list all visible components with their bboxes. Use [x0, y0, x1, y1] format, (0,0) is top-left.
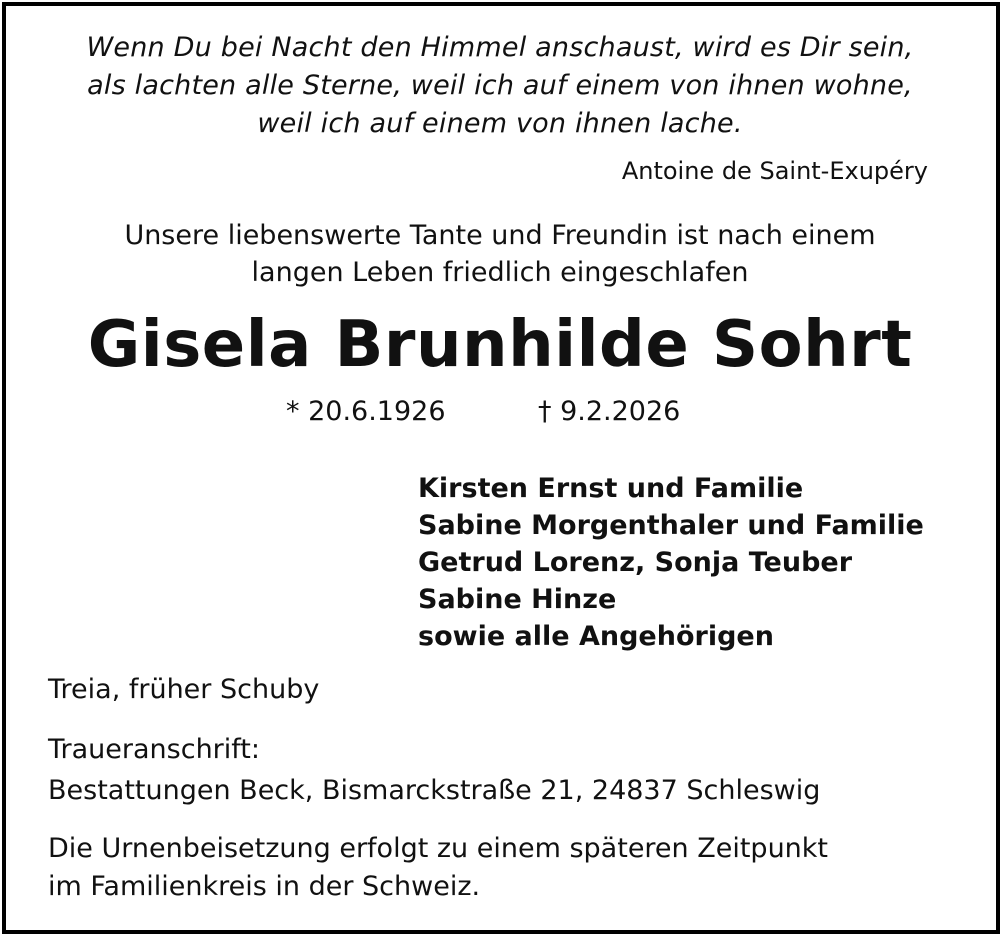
address-value: Bestattungen Beck, Bismarckstraße 21, 24837 Schleswig	[48, 775, 821, 806]
mourner: sowie alle Angehörigen	[418, 621, 774, 652]
death-date: † 9.2.2026	[538, 396, 681, 427]
mourner: Kirsten Ernst und Familie	[418, 473, 804, 504]
note-line: Die Urnenbeisetzung erfolgt zu einem späteren Zeitpunkt	[48, 833, 829, 864]
mourner: Sabine Hinze	[418, 584, 617, 615]
intro-line: langen Leben friedlich eingeschlafen	[251, 257, 749, 288]
place: Treia, früher Schuby	[48, 674, 320, 705]
birth-date: * 20.6.1926	[286, 396, 446, 427]
mourner: Getrud Lorenz, Sonja Teuber	[418, 547, 853, 578]
address-label: Traueranschrift:	[48, 734, 260, 765]
quote-line: weil ich auf einem von ihnen lache.	[257, 108, 743, 139]
quote-line: Wenn Du bei Nacht den Himmel anschaust, wird es Dir sein,	[86, 32, 914, 63]
quote-line: als lachten alle Sterne, weil ich auf einem von ihnen wohne,	[87, 70, 913, 101]
note-line: im Familienkreis in der Schweiz.	[48, 871, 481, 902]
intro-line: Unsere liebenswerte Tante und Freundin ist nach einem	[124, 220, 876, 251]
deceased-name: Gisela Brunhilde Sohrt	[87, 308, 913, 382]
quote-author: Antoine de Saint-Exupéry	[621, 157, 928, 185]
mourner: Sabine Morgenthaler und Familie	[418, 510, 924, 541]
